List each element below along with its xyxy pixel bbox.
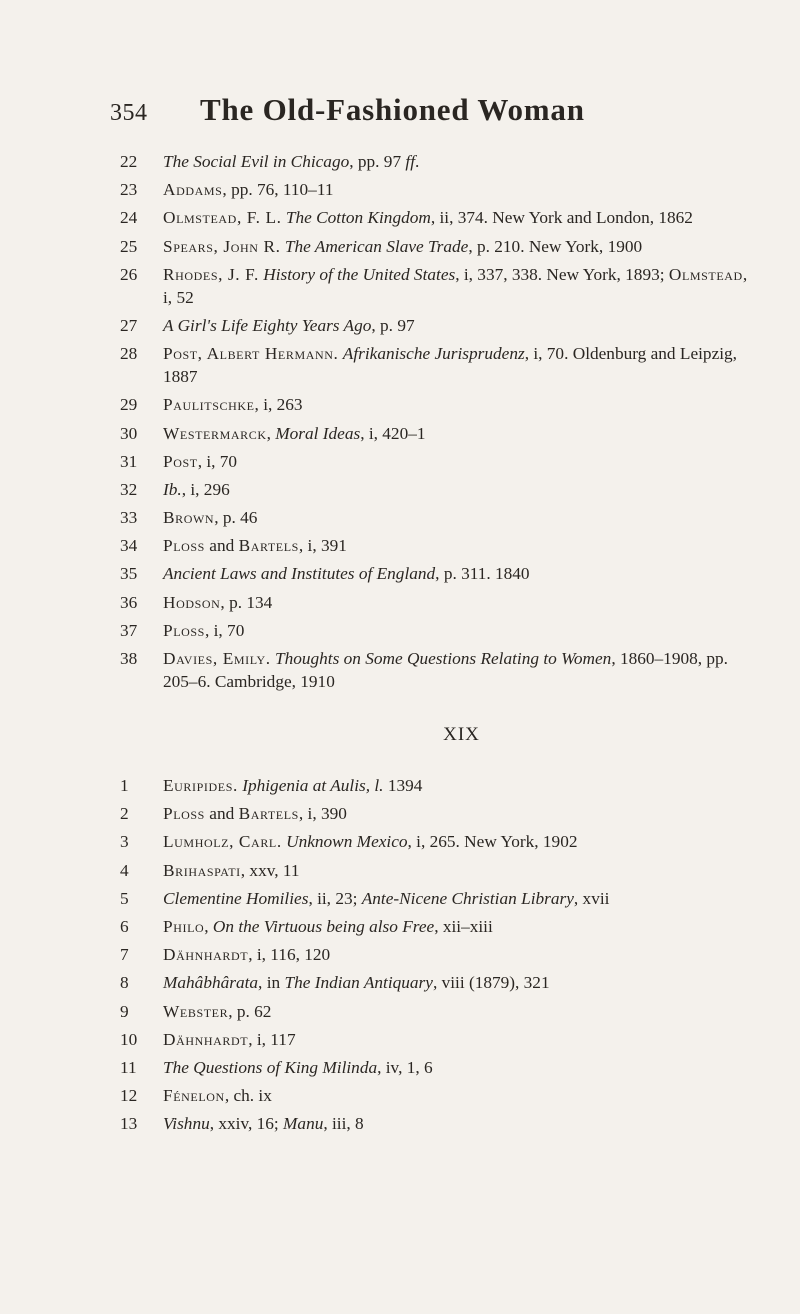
citation-detail: , in — [258, 973, 285, 993]
note-text — [163, 178, 760, 201]
note-number: 26 — [120, 264, 138, 284]
citation-title: Ancient Laws and Institutes of England — [163, 564, 436, 584]
citation-detail: , ch. ix — [224, 1086, 272, 1106]
note-text — [163, 887, 760, 910]
note-number: 4 — [120, 860, 129, 880]
note-text — [163, 943, 760, 966]
citation-detail: , i, 116, 120 — [248, 945, 331, 965]
note-number: 33 — [120, 508, 138, 528]
note-entry — [120, 393, 760, 416]
citation-detail: , i, 337, 338. New York, 1893; — [455, 264, 669, 284]
citation-author: Fénelon — [163, 1086, 225, 1106]
citation-detail: , iv, 1, 6 — [377, 1057, 433, 1077]
note-number: 3 — [120, 832, 129, 852]
note-number: 12 — [120, 1086, 138, 1106]
citation-title: Ante-Nicene Christian Library — [361, 888, 574, 908]
citation-title: Ib. — [163, 479, 182, 499]
notes-group-chapter-xix — [120, 774, 760, 1135]
note-text — [163, 915, 760, 938]
note-number: 36 — [120, 592, 138, 612]
citation-title: Moral Ideas — [275, 423, 361, 443]
citation-detail: , i, 70 — [197, 451, 238, 471]
note-number: 27 — [120, 315, 138, 335]
citation-detail: , i, 52 — [163, 264, 748, 307]
note-text — [163, 1112, 760, 1135]
citation-author: Bartels — [238, 804, 299, 824]
note-number: 22 — [120, 152, 138, 171]
note-entry — [120, 235, 760, 258]
note-text — [163, 393, 760, 416]
citation-detail: , i, 390 — [298, 804, 347, 824]
citation-detail: , i, 296 — [181, 479, 230, 499]
note-number: 10 — [120, 1029, 138, 1049]
citation-author: Spears, John R. — [163, 236, 281, 256]
citation-detail: , xxv, 11 — [240, 860, 300, 880]
citation-detail: , p. 62 — [228, 1001, 272, 1021]
citation-title: Afrikanische Jurisprudenz — [342, 344, 525, 364]
note-text — [163, 314, 760, 337]
citation-title: Clementine Homilies — [163, 888, 309, 908]
note-number: 11 — [120, 1057, 137, 1077]
citation-author: Post, Albert Hermann. — [163, 344, 339, 364]
citation-author: Dähnhardt — [163, 1029, 249, 1049]
note-entry — [120, 1084, 760, 1107]
note-text — [163, 150, 760, 173]
note-text — [163, 534, 760, 557]
citation-author: Rhodes, J. F. — [163, 264, 259, 284]
citation-author: Paulitschke — [163, 395, 255, 415]
note-text — [163, 802, 760, 825]
citation-detail: . — [415, 152, 420, 171]
section-heading: XIX — [443, 724, 480, 745]
citation-detail: , xxiv, 16; — [209, 1114, 284, 1134]
note-entry — [120, 1056, 760, 1079]
note-number: 28 — [120, 344, 138, 364]
citation-title: Iphigenia at Aulis, l. — [242, 776, 384, 795]
running-head — [110, 92, 730, 128]
citation-author: Olmstead, F. L. — [163, 208, 282, 228]
citation-detail: , p. 210. New York, 1900 — [468, 236, 643, 256]
note-number: 31 — [120, 451, 138, 471]
note-number: 2 — [120, 804, 129, 824]
note-text — [163, 830, 760, 853]
citation-detail: , p. 134 — [220, 592, 273, 612]
citation-author: Ploss — [163, 804, 205, 824]
citation-author: Dähnhardt — [163, 945, 249, 965]
note-entry — [120, 150, 760, 173]
notes-list — [120, 150, 760, 1140]
note-entry — [120, 534, 760, 557]
note-entry — [120, 263, 760, 309]
note-entry — [120, 342, 760, 388]
citation-author: Brihaspati — [163, 860, 241, 880]
citation-detail: , i, 70 — [204, 620, 245, 640]
citation-title: The Indian Antiquary — [284, 973, 433, 993]
citation-detail: , p. 311. 1840 — [435, 564, 530, 584]
note-number: 9 — [120, 1001, 129, 1021]
citation-detail: , — [204, 916, 213, 936]
citation-detail: , — [266, 423, 276, 443]
citation-detail: , pp. 97 — [349, 152, 406, 171]
citation-author: Post — [163, 451, 198, 471]
note-entry — [120, 478, 760, 501]
citation-author: Brown — [163, 508, 215, 528]
citation-title: History of the United States — [263, 264, 456, 284]
note-entry — [120, 802, 760, 825]
citation-title: The Questions of King Milinda — [163, 1057, 378, 1077]
citation-detail: , iii, 8 — [323, 1114, 364, 1134]
note-entry — [120, 1028, 760, 1051]
citation-author: Webster — [163, 1001, 229, 1021]
citation-author: Olmstead — [668, 264, 743, 284]
citation-detail: , viii (1879), 321 — [432, 973, 550, 993]
note-text — [163, 1056, 760, 1079]
note-number: 38 — [120, 649, 138, 668]
citation-title: Mahâbhârata — [163, 973, 259, 993]
note-number: 37 — [120, 620, 138, 640]
citation-author: Lumholz, Carl. — [163, 832, 282, 852]
citation-detail: , i, 117 — [248, 1029, 296, 1049]
note-text — [163, 1000, 760, 1023]
citation-author: Philo — [163, 916, 205, 936]
note-text — [163, 971, 760, 994]
citation-author: Euripides. — [163, 776, 238, 795]
note-number: 5 — [120, 888, 129, 908]
citation-title: Manu — [283, 1114, 324, 1134]
note-number: 30 — [120, 423, 138, 443]
note-entry — [120, 206, 760, 229]
note-entry — [120, 774, 760, 797]
citation-title: Vishnu — [163, 1114, 210, 1134]
note-text — [163, 619, 760, 642]
note-text — [163, 206, 760, 229]
note-entry — [120, 422, 760, 445]
note-number: 23 — [120, 180, 138, 200]
note-text — [163, 591, 760, 614]
note-text — [163, 450, 760, 473]
note-text — [163, 774, 760, 797]
citation-author: Westermarck — [163, 423, 267, 443]
note-entry — [120, 859, 760, 882]
citation-detail: , 1860–1908, pp. 205–6. Cambridge, 1910 — [163, 649, 728, 691]
note-text — [163, 342, 760, 388]
note-text — [163, 422, 760, 445]
note-number: 24 — [120, 208, 138, 228]
citation-detail: , i, 391 — [298, 536, 347, 556]
note-text — [163, 647, 760, 693]
note-number: 32 — [120, 479, 138, 499]
note-number: 7 — [120, 945, 129, 965]
note-number: 25 — [120, 236, 138, 256]
citation-author: Hodson — [163, 592, 221, 612]
note-entry — [120, 506, 760, 529]
citation-author: Addams — [163, 180, 223, 200]
note-text — [163, 1028, 760, 1051]
note-entry — [120, 830, 760, 853]
note-entry — [120, 915, 760, 938]
note-entry — [120, 591, 760, 614]
citation-detail: and — [204, 536, 239, 556]
note-text — [163, 235, 760, 258]
note-entry — [120, 450, 760, 473]
citation-detail: , xii–xiii — [434, 916, 493, 936]
note-entry — [120, 314, 760, 337]
note-text — [163, 506, 760, 529]
citation-detail: , i, 263 — [254, 395, 303, 415]
citation-author: Davies, Emily. — [163, 649, 271, 668]
citation-author: Bartels — [238, 536, 299, 556]
note-entry — [120, 943, 760, 966]
note-entry — [120, 178, 760, 201]
citation-title: Thoughts on Some Questions Relating to Women — [274, 649, 612, 668]
citation-detail: 1394 — [383, 776, 423, 795]
citation-detail: , ii, 23; — [308, 888, 362, 908]
citation-author: Ploss — [163, 620, 205, 640]
note-number: 1 — [120, 776, 129, 795]
page-number: 354 — [110, 100, 148, 126]
citation-detail: , xvii — [573, 888, 610, 908]
note-entry — [120, 887, 760, 910]
citation-title: Unknown Mexico — [286, 832, 408, 852]
note-entry — [120, 971, 760, 994]
notes-group-chapter-xviii — [120, 150, 760, 693]
citation-title: ff — [405, 152, 416, 171]
citation-detail: and — [204, 804, 239, 824]
citation-detail: , ii, 374. New York and London, 1862 — [430, 208, 693, 228]
note-number: 6 — [120, 916, 129, 936]
note-number: 13 — [120, 1114, 138, 1134]
note-entry — [120, 1112, 760, 1135]
citation-author: Ploss — [163, 536, 205, 556]
citation-title: A Girl's Life Eighty Years Ago — [163, 315, 372, 335]
note-number: 29 — [120, 395, 138, 415]
citation-detail: , i, 420–1 — [360, 423, 426, 443]
note-entry — [120, 619, 760, 642]
note-number: 34 — [120, 536, 138, 556]
note-text — [163, 562, 760, 585]
note-text — [163, 1084, 760, 1107]
note-entry — [120, 1000, 760, 1023]
citation-detail: , i, 265. New York, 1902 — [407, 832, 578, 852]
note-number: 35 — [120, 564, 138, 584]
citation-detail: , i, 70. Oldenburg and Leipzig, 1887 — [163, 344, 737, 387]
note-entry — [120, 647, 760, 693]
citation-detail: , pp. 76, 110–11 — [222, 180, 334, 200]
citation-detail: , p. 46 — [214, 508, 258, 528]
citation-title: The Social Evil in Chicago — [163, 152, 350, 171]
note-text — [163, 263, 760, 309]
note-number: 8 — [120, 973, 129, 993]
note-text — [163, 859, 760, 882]
note-text — [163, 478, 760, 501]
citation-detail: , p. 97 — [371, 315, 415, 335]
citation-title: The Cotton Kingdom — [285, 208, 431, 228]
note-entry — [120, 562, 760, 585]
citation-title: On the Virtuous being also Free — [212, 916, 435, 936]
citation-title: The American Slave Trade — [284, 236, 469, 256]
running-title: The Old-Fashioned Woman — [200, 92, 585, 127]
